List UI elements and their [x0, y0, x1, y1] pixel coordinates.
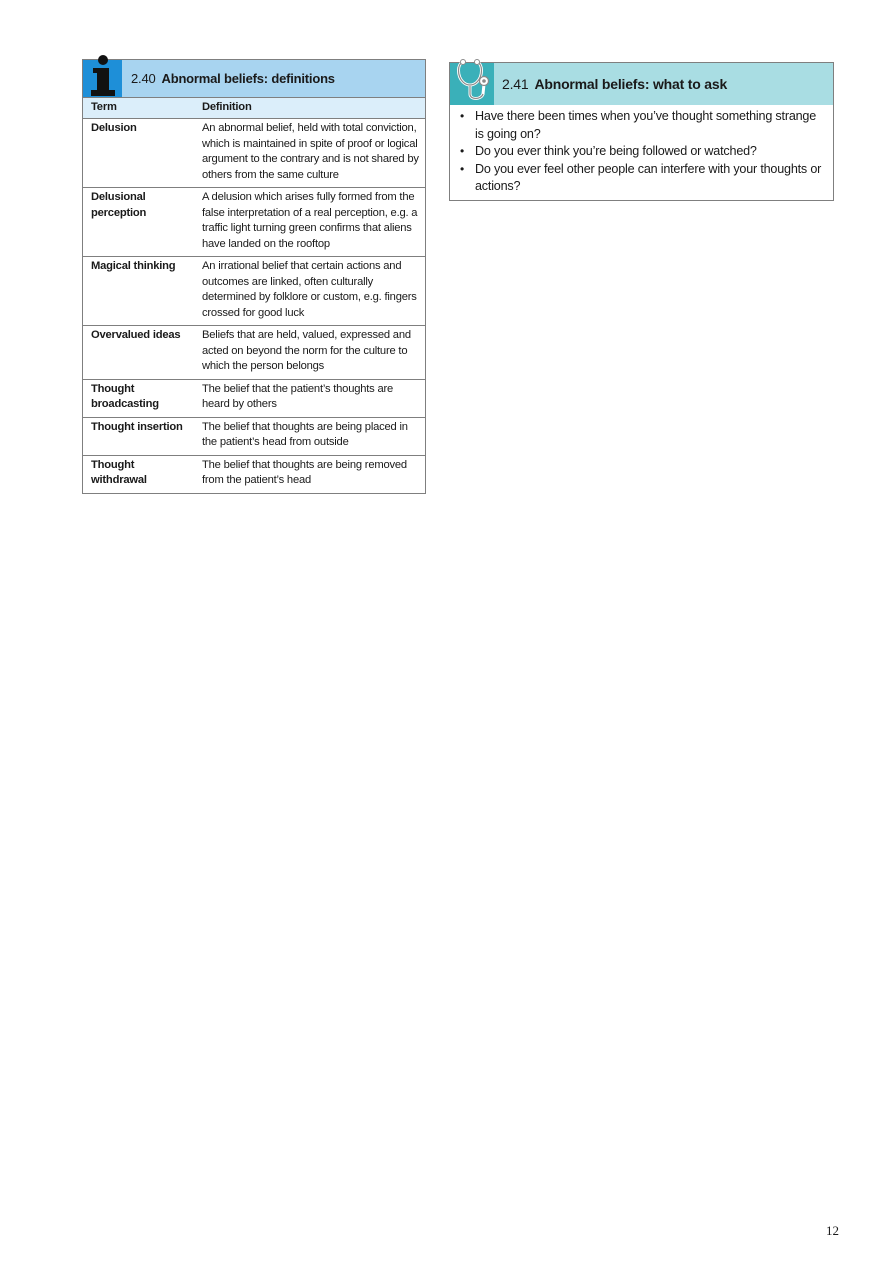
definitions-box-header [83, 60, 425, 98]
question-text: Have there been times when you’ve thought something strange is going on? [475, 109, 817, 141]
box-title-text: Abnormal beliefs: definitions [161, 71, 335, 86]
definitions-box [82, 59, 426, 494]
list-item [460, 161, 825, 196]
definitions-table [83, 98, 425, 493]
box-title-text: Abnormal beliefs: what to ask [534, 76, 728, 92]
column-header-term: Term [83, 98, 194, 119]
bullet: • [460, 161, 465, 176]
table-row [83, 455, 425, 493]
questions-box-header [450, 63, 833, 105]
term-cell: Delusion [83, 119, 194, 188]
list-item [460, 143, 825, 161]
term-cell: Delusional perception [83, 188, 194, 257]
definition-cell: The belief that thoughts are being removed from the patient’s head [202, 458, 407, 486]
table-row [83, 188, 425, 257]
questions-box [449, 62, 834, 201]
questions-box-title [502, 76, 727, 92]
question-text: Do you ever feel other people can interfere with your thoughts or actions? [475, 161, 822, 193]
definition-cell: Beliefs that are held, valued, expressed and acted on beyond the norm for the culture to which the person belongs [194, 326, 425, 380]
box-number: 2.41 [502, 76, 529, 92]
table-row [83, 379, 425, 417]
questions-list [450, 105, 833, 196]
definition-cell: The belief that thoughts are being placed in the patient’s head from outside [194, 417, 425, 455]
stethoscope-icon [450, 63, 494, 105]
box-number: 2.40 [131, 71, 156, 86]
definition-cell: The belief that the patient’s thoughts are heard by others [194, 379, 425, 417]
term-cell: Thought withdrawal [91, 458, 147, 486]
term-cell: Overvalued ideas [83, 326, 194, 380]
term-cell: Magical thinking [83, 257, 194, 326]
table-header-row [83, 98, 425, 119]
bullet: • [460, 109, 465, 123]
definition-cell: A delusion which arises fully formed from the false interpretation of a real perception, e.g. a traffic light turning green confirms that aliens have landed on the rooftop [194, 188, 425, 257]
definition-cell: An irrational belief that certain actions and outcomes are linked, often culturally determined by folklore or custom, e.g. fingers crossed for good luck [194, 257, 425, 326]
definitions-box-title [131, 71, 335, 86]
term-cell: Thought broadcasting [83, 379, 194, 417]
list-item [460, 108, 825, 143]
column-header-definition: Definition [194, 98, 425, 119]
table-row [83, 119, 425, 188]
table-row [83, 326, 425, 380]
table-row [83, 417, 425, 455]
table-row [83, 257, 425, 326]
bullet: • [460, 144, 465, 158]
page-number: 12 [826, 1223, 839, 1238]
info-icon [83, 60, 122, 97]
definition-cell: An abnormal belief, held with total conviction, which is maintained in spite of proof or logical argument to the contrary and is not shared by others from the same culture [194, 119, 425, 188]
term-cell: Thought insertion [83, 417, 194, 455]
question-text: Do you ever think you’re being followed or watched? [475, 144, 757, 158]
